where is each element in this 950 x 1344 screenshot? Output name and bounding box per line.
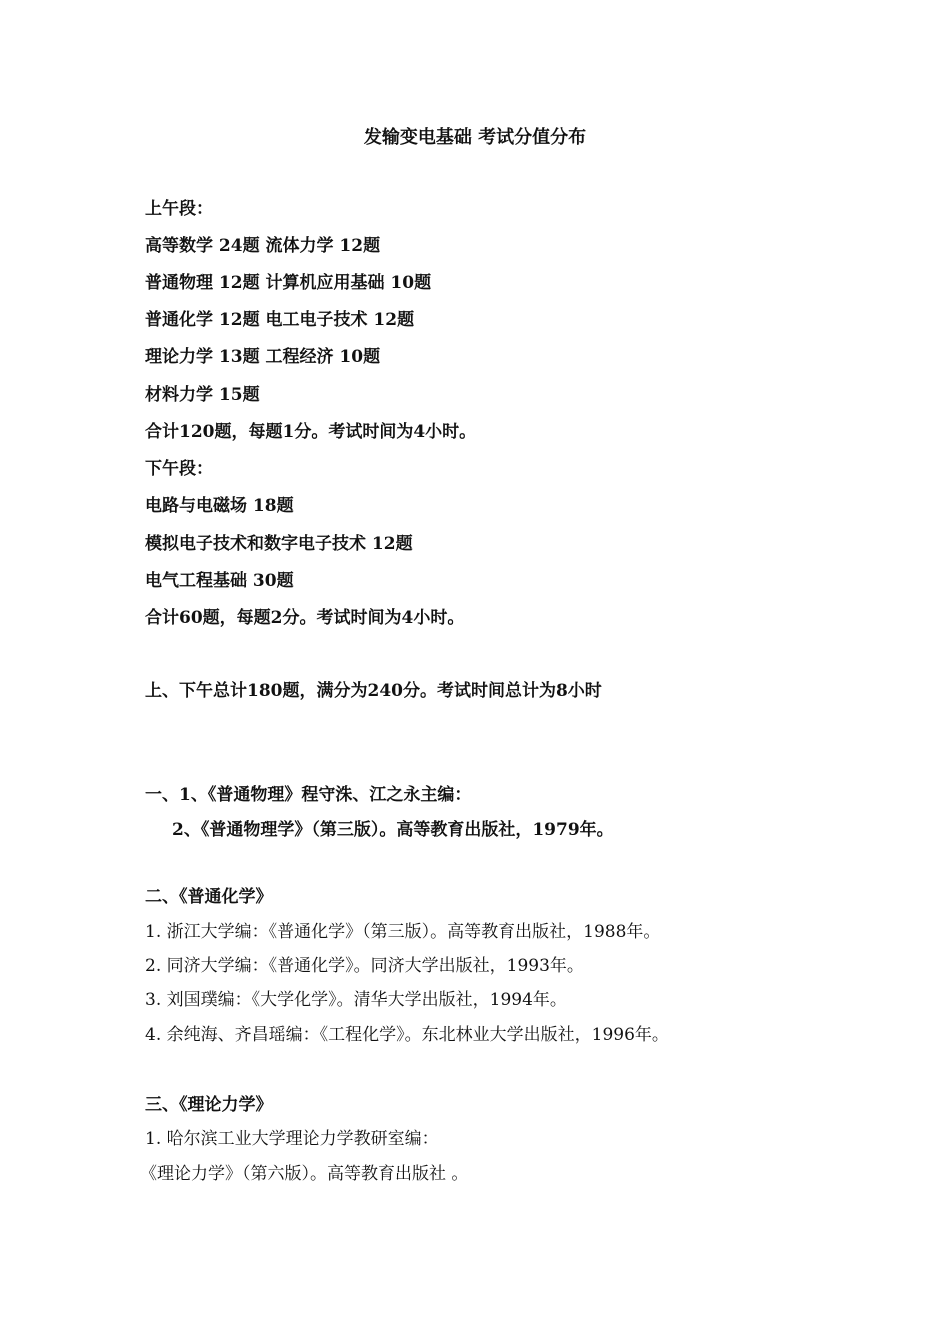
morning-line: 高等数学 24题 流体力学 12题 xyxy=(145,236,381,256)
section3-item-continued: 《理论力学》（第六版）。高等教育出版社 。 xyxy=(140,1164,469,1184)
section3-item: 1. 哈尔滨工业大学理论力学教研室编： xyxy=(145,1129,439,1149)
afternoon-line: 电路与电磁场 18题 xyxy=(145,496,294,516)
section3-heading: 三、《理论力学》 xyxy=(145,1095,273,1115)
morning-line: 理论力学 13题 工程经济 10题 xyxy=(145,347,381,367)
morning-line: 材料力学 15题 xyxy=(145,385,260,405)
section2-heading: 二、《普通化学》 xyxy=(145,887,273,907)
afternoon-heading: 下午段： xyxy=(145,459,213,479)
section2-item: 2. 同济大学编：《普通化学》。同济大学出版社，1993年。 xyxy=(145,956,584,976)
afternoon-line: 电气工程基础 30题 xyxy=(145,571,294,591)
afternoon-total: 合计60题，每题2分。考试时间为4小时。 xyxy=(145,608,465,628)
section2-item: 1. 浙江大学编：《普通化学》（第三版）。高等教育出版社，1988年。 xyxy=(145,922,661,942)
page-title: 发输变电基础 考试分值分布 xyxy=(363,127,587,148)
section2-item: 4. 余纯海、齐昌瑶编：《工程化学》。东北林业大学出版社，1996年。 xyxy=(145,1025,669,1045)
section1-line: 一、1、《普通物理》程守洙、江之永主编： xyxy=(145,785,472,805)
grand-total: 上、下午总计180题，满分为240分。考试时间总计为8小时 xyxy=(145,681,602,701)
morning-line: 普通物理 12题 计算机应用基础 10题 xyxy=(145,273,432,293)
section2-item: 3. 刘国璞编：《大学化学》。清华大学出版社，1994年。 xyxy=(145,990,567,1010)
afternoon-line: 模拟电子技术和数字电子技术 12题 xyxy=(145,534,413,554)
section1-line: 2、《普通物理学》（第三版）。高等教育出版社，1979年。 xyxy=(172,820,614,840)
morning-line: 普通化学 12题 电工电子技术 12题 xyxy=(145,310,415,330)
morning-total: 合计120题，每题1分。考试时间为4小时。 xyxy=(145,422,477,442)
morning-heading: 上午段： xyxy=(145,199,213,219)
